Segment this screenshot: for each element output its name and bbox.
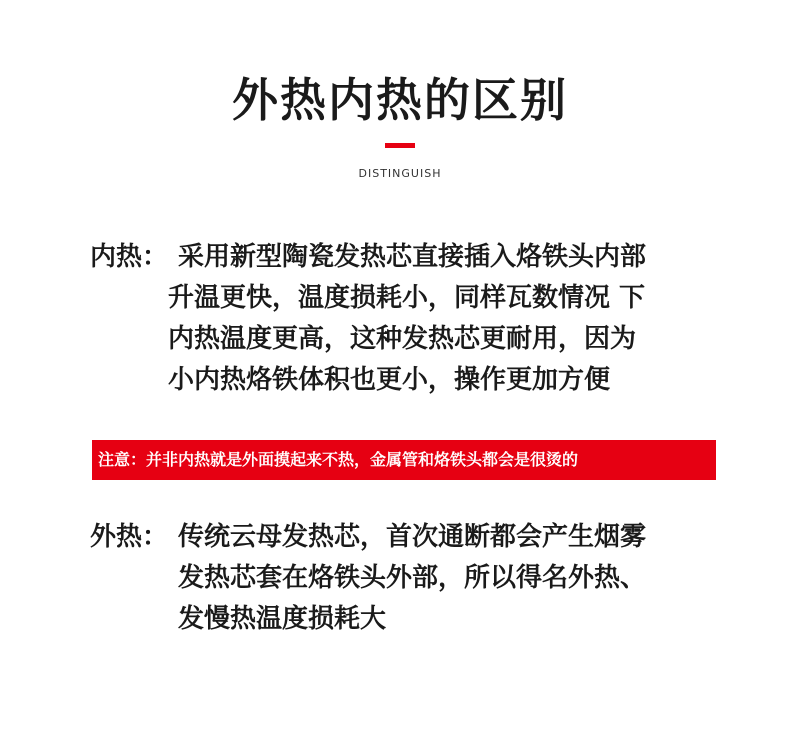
title-accent-bar <box>385 143 415 148</box>
warning-note-banner <box>92 440 716 480</box>
internal-heat-section <box>90 237 730 407</box>
internal-heat-line-1: 采用新型陶瓷发热芯直接插入烙铁头内部 <box>178 242 647 272</box>
internal-heat-label: 内热： <box>90 242 169 272</box>
external-heat-section <box>90 517 730 647</box>
external-heat-line-3: 发慢热温度损耗大 <box>178 604 387 634</box>
external-heat-line-2: 发热芯套在烙铁头外部，所以得名外热、 <box>178 563 647 593</box>
warning-note-text: 注意：并非内热就是外面摸起来不热，金属管和烙铁头都会是很烫的 <box>98 450 579 469</box>
internal-heat-line-2: 升温更快，温度损耗小，同样瓦数情况 下 <box>168 283 646 313</box>
external-heat-line-1: 传统云母发热芯，首次通断都会产生烟雾 <box>178 522 647 552</box>
page-title: 外热内热的区别 <box>232 73 568 127</box>
page-subtitle: DISTINGUISH <box>358 167 442 180</box>
internal-heat-line-4: 小内热烙铁体积也更小，操作更加方便 <box>168 365 611 395</box>
internal-heat-line-3: 内热温度更高，这种发热芯更耐用，因为 <box>168 324 637 354</box>
external-heat-label: 外热： <box>90 522 169 552</box>
